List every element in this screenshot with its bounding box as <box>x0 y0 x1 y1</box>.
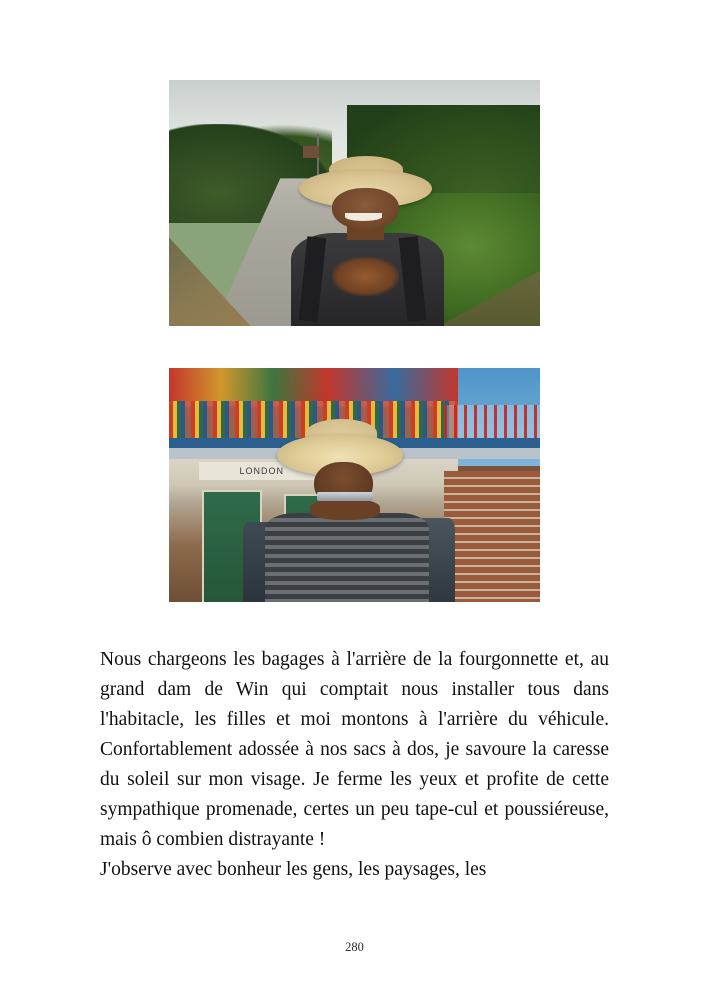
shop-signboard: LONDON <box>199 462 325 481</box>
brick-wall <box>444 471 540 602</box>
photo-man-playing-harmonica <box>169 368 540 602</box>
tshirt-print <box>332 257 399 296</box>
paragraph-1: Nous chargeons les bagages à l'arrière de la fourgonnette et, au grand dam de Win qui comptait nous installer tous dans l'habitacle, les filles et moi montons à l'arrière du véhicule. Confortablement adossée à nos sacs à dos, je savoure la caresse du soleil sur mon visage. Je ferme les yeux et profite de cette sympathique promenade, certes un peu tape-cul et poussiéreuse, mais ô combien distrayante ! <box>100 649 609 850</box>
man-striped-shirt <box>265 513 428 602</box>
paragraph-2: J'observe avec bonheur les gens, les paysages, les <box>100 859 487 880</box>
man-hands <box>310 499 380 520</box>
body-text <box>100 645 609 885</box>
man-face <box>332 188 399 230</box>
colourful-upper-band <box>169 368 458 401</box>
page-number: 280 <box>345 940 364 954</box>
roadside-sign <box>303 146 319 158</box>
photo-2-artwork <box>169 368 540 602</box>
harmonica <box>317 492 373 501</box>
photo-man-with-straw-hat-on-road <box>169 80 540 326</box>
photo-1-artwork <box>169 80 540 326</box>
